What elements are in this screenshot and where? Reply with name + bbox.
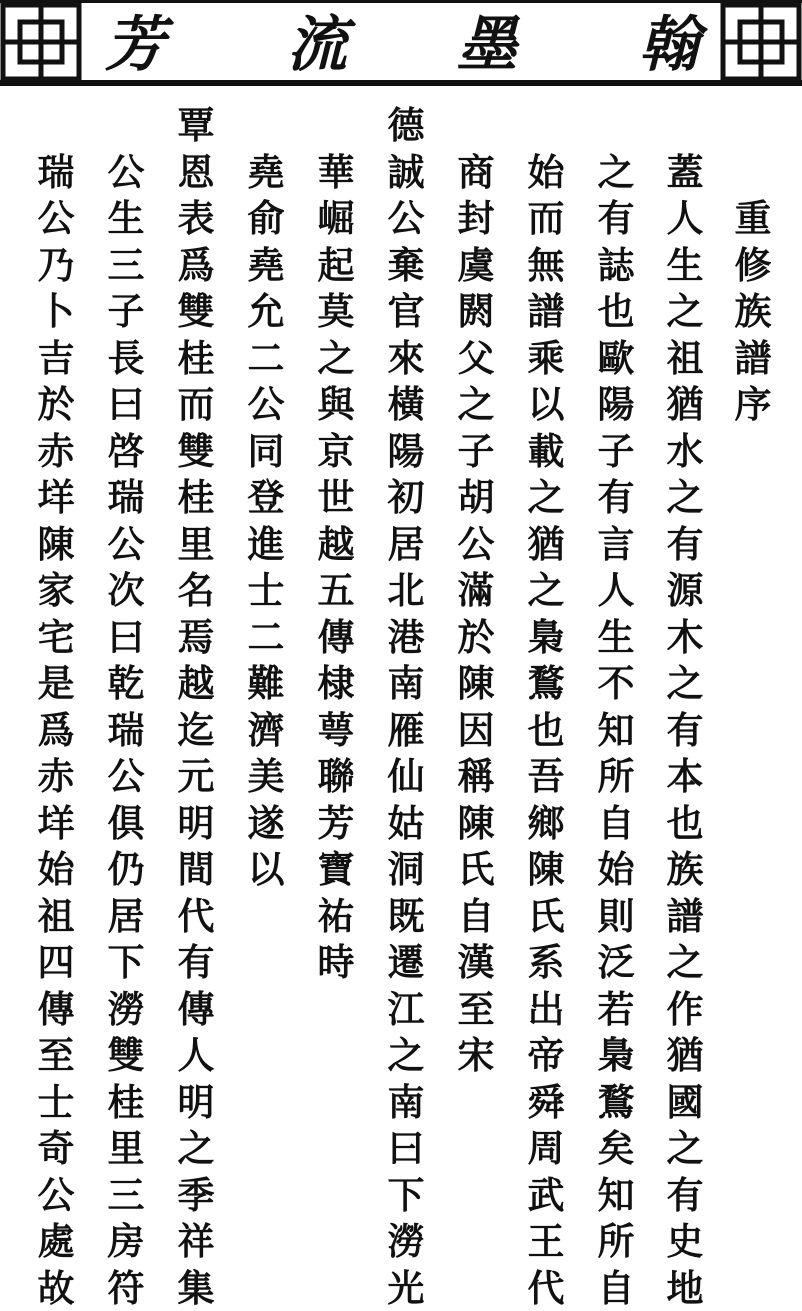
column-char: 奇 bbox=[34, 1125, 78, 1172]
column-char: 下 bbox=[104, 939, 148, 986]
column-char: 國 bbox=[663, 1079, 707, 1126]
column-char: 有 bbox=[594, 474, 638, 521]
column-char: 生 bbox=[104, 195, 148, 242]
column-char: 二 bbox=[244, 335, 288, 382]
column-char: 鄉 bbox=[524, 800, 568, 847]
column-char: 起 bbox=[314, 242, 358, 289]
column-char: 知 bbox=[594, 1172, 638, 1219]
column-char: 公 bbox=[384, 195, 428, 242]
column-char: 瑞 bbox=[104, 474, 148, 521]
column-char: 桂 bbox=[174, 335, 218, 382]
column-char: 間 bbox=[174, 846, 218, 893]
column-char: 世 bbox=[314, 474, 358, 521]
column-char: 祥 bbox=[174, 1218, 218, 1265]
title-char-3: 墨 bbox=[452, 10, 522, 80]
column-char: 生 bbox=[594, 614, 638, 661]
title-char-2: 流 bbox=[282, 10, 352, 80]
column-char: 居 bbox=[384, 521, 428, 568]
column-char: 也 bbox=[663, 800, 707, 847]
column-char: 雙 bbox=[174, 428, 218, 475]
column-char: 居 bbox=[104, 893, 148, 940]
column-char: 萼 bbox=[314, 707, 358, 754]
column-char: 也 bbox=[524, 707, 568, 754]
column-char: 光 bbox=[384, 1265, 428, 1311]
column-char: 則 bbox=[594, 893, 638, 940]
column-char: 俞 bbox=[244, 195, 288, 242]
column-char: 譜 bbox=[663, 893, 707, 940]
text-column bbox=[314, 149, 358, 986]
column-char: 子 bbox=[454, 428, 498, 475]
column-char: 之 bbox=[663, 288, 707, 335]
column-char: 瑞 bbox=[104, 707, 148, 754]
column-char: 以 bbox=[524, 381, 568, 428]
column-char: 家 bbox=[34, 567, 78, 614]
column-char: 修 bbox=[731, 242, 775, 289]
text-column bbox=[104, 149, 148, 1311]
column-char: 姑 bbox=[384, 800, 428, 847]
column-char: 而 bbox=[174, 381, 218, 428]
column-char: 啓 bbox=[104, 428, 148, 475]
column-char: 聯 bbox=[314, 753, 358, 800]
column-char: 越 bbox=[314, 521, 358, 568]
column-char: 長 bbox=[104, 335, 148, 382]
column-char: 因 bbox=[454, 707, 498, 754]
column-char: 芳 bbox=[314, 800, 358, 847]
column-char: 二 bbox=[244, 614, 288, 661]
column-char: 曰 bbox=[384, 1125, 428, 1172]
column-char: 生 bbox=[663, 242, 707, 289]
column-char: 乃 bbox=[34, 242, 78, 289]
column-char: 族 bbox=[731, 288, 775, 335]
column-char: 恩 bbox=[174, 149, 218, 196]
column-char: 陽 bbox=[594, 381, 638, 428]
column-char: 自 bbox=[594, 1265, 638, 1311]
column-char: 雙 bbox=[104, 1032, 148, 1079]
column-char: 陳 bbox=[454, 660, 498, 707]
column-char: 明 bbox=[174, 1079, 218, 1126]
column-char: 之 bbox=[524, 474, 568, 521]
banner-top-border bbox=[0, 0, 802, 3]
column-char: 譜 bbox=[524, 288, 568, 335]
column-char: 京 bbox=[314, 428, 358, 475]
column-char: 序 bbox=[731, 381, 775, 428]
column-char: 華 bbox=[314, 149, 358, 196]
column-char: 父 bbox=[454, 335, 498, 382]
column-char: 桂 bbox=[174, 474, 218, 521]
column-char: 澇 bbox=[384, 1218, 428, 1265]
column-char: 之 bbox=[663, 660, 707, 707]
column-char: 季 bbox=[174, 1172, 218, 1219]
column-char: 至 bbox=[454, 986, 498, 1033]
column-char: 堯 bbox=[244, 242, 288, 289]
column-char: 次 bbox=[104, 567, 148, 614]
column-char: 元 bbox=[174, 753, 218, 800]
column-char: 代 bbox=[524, 1265, 568, 1311]
column-char: 氏 bbox=[524, 893, 568, 940]
column-char: 里 bbox=[174, 521, 218, 568]
column-char: 迄 bbox=[174, 707, 218, 754]
column-char: 官 bbox=[384, 288, 428, 335]
column-char: 稱 bbox=[454, 753, 498, 800]
column-char: 符 bbox=[104, 1265, 148, 1311]
column-char: 瑞 bbox=[34, 149, 78, 196]
column-char: 子 bbox=[104, 288, 148, 335]
title-char-1: 芳 bbox=[100, 10, 170, 80]
text-column bbox=[663, 149, 707, 1311]
column-char: 士 bbox=[244, 567, 288, 614]
column-char: 宅 bbox=[34, 614, 78, 661]
heading-column bbox=[731, 195, 775, 428]
column-char: 梟 bbox=[524, 614, 568, 661]
column-char: 里 bbox=[104, 1125, 148, 1172]
preface-text bbox=[0, 88, 802, 1099]
column-char: 族 bbox=[663, 846, 707, 893]
column-char: 公 bbox=[244, 381, 288, 428]
column-char: 所 bbox=[594, 1218, 638, 1265]
column-char: 傳 bbox=[174, 986, 218, 1033]
column-char: 垟 bbox=[34, 474, 78, 521]
column-char: 堯 bbox=[244, 149, 288, 196]
column-char: 公 bbox=[104, 149, 148, 196]
column-char: 始 bbox=[34, 846, 78, 893]
column-char: 曰 bbox=[104, 614, 148, 661]
column-char: 港 bbox=[384, 614, 428, 661]
column-char: 閼 bbox=[454, 288, 498, 335]
column-char: 棣 bbox=[314, 660, 358, 707]
column-char: 自 bbox=[454, 893, 498, 940]
column-char: 以 bbox=[244, 846, 288, 893]
text-column bbox=[454, 149, 498, 1079]
column-char: 登 bbox=[244, 474, 288, 521]
title-char-4: 翰 bbox=[634, 10, 704, 80]
column-char: 始 bbox=[594, 846, 638, 893]
column-char: 陳 bbox=[524, 846, 568, 893]
column-char: 始 bbox=[524, 149, 568, 196]
column-char: 之 bbox=[663, 474, 707, 521]
column-char: 南 bbox=[384, 1079, 428, 1126]
header-banner bbox=[0, 0, 802, 88]
column-char: 乾 bbox=[104, 660, 148, 707]
text-column bbox=[384, 102, 428, 1311]
column-char: 有 bbox=[594, 195, 638, 242]
column-char: 覃 bbox=[174, 102, 218, 149]
column-char: 之 bbox=[454, 381, 498, 428]
column-char: 人 bbox=[174, 1032, 218, 1079]
column-char: 雁 bbox=[384, 707, 428, 754]
column-char: 仍 bbox=[104, 846, 148, 893]
column-char: 武 bbox=[524, 1172, 568, 1219]
column-char: 誠 bbox=[384, 149, 428, 196]
column-char: 公 bbox=[34, 1172, 78, 1219]
column-char: 自 bbox=[594, 800, 638, 847]
column-char: 乘 bbox=[524, 335, 568, 382]
column-char: 木 bbox=[663, 614, 707, 661]
column-char: 舜 bbox=[524, 1079, 568, 1126]
column-char: 越 bbox=[174, 660, 218, 707]
text-column bbox=[34, 149, 78, 1311]
column-char: 三 bbox=[104, 242, 148, 289]
column-char: 誌 bbox=[594, 242, 638, 289]
column-char: 猶 bbox=[524, 521, 568, 568]
column-char: 重 bbox=[731, 195, 775, 242]
column-char: 是 bbox=[34, 660, 78, 707]
column-char: 俱 bbox=[104, 800, 148, 847]
column-char: 公 bbox=[34, 195, 78, 242]
fret-ornament-left-icon bbox=[0, 2, 82, 82]
column-char: 王 bbox=[524, 1218, 568, 1265]
column-char: 系 bbox=[524, 939, 568, 986]
column-char: 陳 bbox=[454, 800, 498, 847]
column-char: 滿 bbox=[454, 567, 498, 614]
column-char: 之 bbox=[663, 1125, 707, 1172]
column-char: 於 bbox=[454, 614, 498, 661]
column-char: 地 bbox=[663, 1265, 707, 1311]
column-char: 德 bbox=[384, 102, 428, 149]
column-char: 周 bbox=[524, 1125, 568, 1172]
column-char: 北 bbox=[384, 567, 428, 614]
column-char: 猶 bbox=[663, 1032, 707, 1079]
column-char: 鶩 bbox=[594, 1079, 638, 1126]
column-char: 譜 bbox=[731, 335, 775, 382]
fret-ornament-right-icon bbox=[720, 2, 802, 82]
column-char: 士 bbox=[34, 1079, 78, 1126]
column-char: 公 bbox=[104, 521, 148, 568]
column-char: 矣 bbox=[594, 1125, 638, 1172]
column-char: 傳 bbox=[314, 614, 358, 661]
column-char: 明 bbox=[174, 800, 218, 847]
column-char: 封 bbox=[454, 195, 498, 242]
column-char: 故 bbox=[34, 1265, 78, 1311]
column-char: 子 bbox=[594, 428, 638, 475]
column-char: 傳 bbox=[34, 986, 78, 1033]
column-char: 不 bbox=[594, 660, 638, 707]
column-char: 允 bbox=[244, 288, 288, 335]
column-char: 載 bbox=[524, 428, 568, 475]
column-char: 處 bbox=[34, 1218, 78, 1265]
column-char: 代 bbox=[174, 893, 218, 940]
column-char: 五 bbox=[314, 567, 358, 614]
column-char: 遷 bbox=[384, 939, 428, 986]
column-char: 爲 bbox=[34, 707, 78, 754]
column-char: 至 bbox=[34, 1032, 78, 1079]
column-char: 有 bbox=[663, 1172, 707, 1219]
column-char: 陽 bbox=[384, 428, 428, 475]
column-char: 吾 bbox=[524, 753, 568, 800]
column-char: 之 bbox=[174, 1125, 218, 1172]
column-char: 曰 bbox=[104, 381, 148, 428]
column-char: 棄 bbox=[384, 242, 428, 289]
column-char: 初 bbox=[384, 474, 428, 521]
column-char: 江 bbox=[384, 986, 428, 1033]
column-char: 莫 bbox=[314, 288, 358, 335]
text-column bbox=[244, 149, 288, 893]
column-char: 於 bbox=[34, 381, 78, 428]
column-char: 所 bbox=[594, 753, 638, 800]
column-char: 之 bbox=[524, 567, 568, 614]
column-char: 虞 bbox=[454, 242, 498, 289]
column-char: 垟 bbox=[34, 800, 78, 847]
column-char: 美 bbox=[244, 753, 288, 800]
column-char: 梟 bbox=[594, 1032, 638, 1079]
column-char: 爲 bbox=[174, 242, 218, 289]
text-column bbox=[524, 149, 568, 1311]
column-char: 作 bbox=[663, 986, 707, 1033]
column-char: 陳 bbox=[34, 521, 78, 568]
column-char: 泛 bbox=[594, 939, 638, 986]
column-char: 焉 bbox=[174, 614, 218, 661]
column-char: 鶩 bbox=[524, 660, 568, 707]
column-char: 名 bbox=[174, 567, 218, 614]
column-char: 公 bbox=[454, 521, 498, 568]
column-char: 而 bbox=[524, 195, 568, 242]
column-char: 之 bbox=[384, 1032, 428, 1079]
column-char: 吉 bbox=[34, 335, 78, 382]
column-char: 集 bbox=[174, 1265, 218, 1311]
column-char: 蓋 bbox=[663, 149, 707, 196]
column-char: 雙 bbox=[174, 288, 218, 335]
column-char: 崛 bbox=[314, 195, 358, 242]
column-char: 下 bbox=[384, 1172, 428, 1219]
column-char: 水 bbox=[663, 428, 707, 475]
column-char: 赤 bbox=[34, 428, 78, 475]
column-char: 房 bbox=[104, 1218, 148, 1265]
column-char: 赤 bbox=[34, 753, 78, 800]
banner-title bbox=[82, 6, 720, 78]
column-char: 之 bbox=[663, 939, 707, 986]
column-char: 之 bbox=[314, 335, 358, 382]
column-char: 有 bbox=[174, 939, 218, 986]
column-char: 南 bbox=[384, 660, 428, 707]
column-char: 公 bbox=[104, 753, 148, 800]
banner-bottom-border bbox=[0, 80, 802, 86]
column-char: 桂 bbox=[104, 1079, 148, 1126]
column-char: 仙 bbox=[384, 753, 428, 800]
column-char: 也 bbox=[594, 288, 638, 335]
column-char: 卜 bbox=[34, 288, 78, 335]
text-column bbox=[594, 149, 638, 1311]
column-char: 三 bbox=[104, 1172, 148, 1219]
column-char: 源 bbox=[663, 567, 707, 614]
column-char: 進 bbox=[244, 521, 288, 568]
column-char: 知 bbox=[594, 707, 638, 754]
column-char: 無 bbox=[524, 242, 568, 289]
column-char: 若 bbox=[594, 986, 638, 1033]
column-char: 有 bbox=[663, 521, 707, 568]
column-char: 本 bbox=[663, 753, 707, 800]
column-char: 言 bbox=[594, 521, 638, 568]
column-char: 來 bbox=[384, 335, 428, 382]
column-char: 歐 bbox=[594, 335, 638, 382]
column-char: 人 bbox=[594, 567, 638, 614]
column-char: 出 bbox=[524, 986, 568, 1033]
column-char: 氏 bbox=[454, 846, 498, 893]
column-char: 澇 bbox=[104, 986, 148, 1033]
column-char: 宋 bbox=[454, 1032, 498, 1079]
column-char: 四 bbox=[34, 939, 78, 986]
column-char: 帝 bbox=[524, 1032, 568, 1079]
column-char: 祖 bbox=[663, 335, 707, 382]
column-char: 同 bbox=[244, 428, 288, 475]
column-char: 胡 bbox=[454, 474, 498, 521]
column-char: 漢 bbox=[454, 939, 498, 986]
column-char: 人 bbox=[663, 195, 707, 242]
column-char: 濟 bbox=[244, 707, 288, 754]
column-char: 洞 bbox=[384, 846, 428, 893]
column-char: 與 bbox=[314, 381, 358, 428]
column-char: 史 bbox=[663, 1218, 707, 1265]
column-char: 難 bbox=[244, 660, 288, 707]
column-char: 之 bbox=[594, 149, 638, 196]
column-char: 既 bbox=[384, 893, 428, 940]
column-char: 祐 bbox=[314, 893, 358, 940]
column-char: 有 bbox=[663, 707, 707, 754]
column-char: 遂 bbox=[244, 800, 288, 847]
column-char: 祖 bbox=[34, 893, 78, 940]
column-char: 橫 bbox=[384, 381, 428, 428]
column-char: 寶 bbox=[314, 846, 358, 893]
column-char: 商 bbox=[454, 149, 498, 196]
text-column bbox=[174, 102, 218, 1311]
column-char: 時 bbox=[314, 939, 358, 986]
column-char: 猶 bbox=[663, 381, 707, 428]
column-char: 表 bbox=[174, 195, 218, 242]
